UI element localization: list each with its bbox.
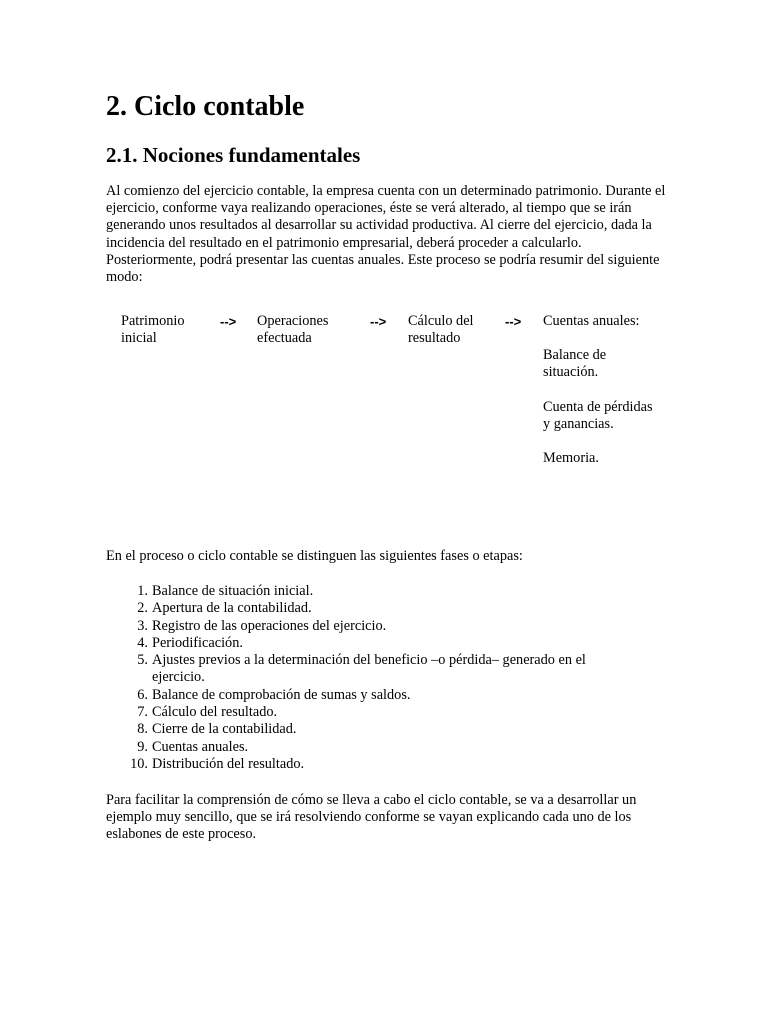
phases-intro: En el proceso o ciclo contable se distinguen las siguientes fases o etapas: xyxy=(106,548,523,564)
phase-item xyxy=(106,583,626,600)
phase-number: 2. xyxy=(137,600,148,617)
phase-item xyxy=(106,652,626,687)
flow-step-cuentas-anuales-label: Cuentas anuales: xyxy=(543,313,640,329)
annual-accounts-list xyxy=(543,347,653,467)
phase-text: Registro de las operaciones del ejercicio. xyxy=(152,617,387,634)
phase-item xyxy=(106,687,626,704)
flow-step-cuentas-anuales xyxy=(543,313,653,467)
phase-item xyxy=(106,618,626,635)
phase-text: Cálculo del resultado. xyxy=(152,704,278,721)
flow-arrow-3: --> xyxy=(505,314,522,329)
phase-text: Apertura de la contabilidad. xyxy=(152,600,312,617)
flow-step-calculo: Cálculo del resultado xyxy=(408,313,474,347)
phase-number: 10. xyxy=(130,755,148,772)
phase-number: 6. xyxy=(137,686,148,703)
phase-item xyxy=(106,635,626,652)
phase-item xyxy=(106,739,626,756)
phase-text: Cuentas anuales. xyxy=(152,738,249,755)
flow-step-patrimonio-inicial: Patrimonio inicial xyxy=(121,313,185,347)
intro-paragraph: Al comienzo del ejercicio contable, la empresa cuenta con un determinado patrimonio. Durante el ejercicio, conforme vaya realizando operaciones, éste se verá alterado, al tiempo que se irán generando unos resultados al desarrollar su actividad productiva. Al cierre del ejercicio, dada la incidencia del resultado en el patrimonio empresarial, deberá proceder a calcularlo. Posteriormente, podrá presentar las cuentas anuales. Este proceso se podría resumir del siguiente modo: xyxy=(106,183,666,286)
phase-item xyxy=(106,704,626,721)
phase-text: Distribución del resultado. xyxy=(152,755,305,772)
phase-number: 5. xyxy=(137,652,148,669)
flow-step-operaciones: Operaciones efectuada xyxy=(257,313,329,347)
flow-arrow-1: --> xyxy=(220,314,237,329)
page-title: 2. Ciclo contable xyxy=(106,91,305,122)
process-flow xyxy=(106,313,666,493)
phase-number: 7. xyxy=(137,704,148,721)
annual-account-item: Memoria. xyxy=(543,450,599,467)
phase-number: 4. xyxy=(137,634,148,651)
phase-text: Periodificación. xyxy=(152,634,243,651)
annual-account-item: Cuenta de pérdidas y ganancias. xyxy=(543,398,653,432)
phase-item xyxy=(106,721,626,738)
phases-list xyxy=(106,583,626,773)
phase-item xyxy=(106,756,626,773)
phase-number: 3. xyxy=(137,617,148,634)
flow-arrow-2: --> xyxy=(370,314,387,329)
annual-account-item: Balance de situación. xyxy=(543,347,607,381)
phase-text: Balance de comprobación de sumas y saldos. xyxy=(152,686,411,703)
section-heading: 2.1. Nociones fundamentales xyxy=(106,143,361,167)
phase-text: Cierre de la contabilidad. xyxy=(152,721,297,738)
phase-number: 8. xyxy=(137,721,148,738)
phase-text: Balance de situación inicial. xyxy=(152,583,314,599)
phase-number: 1. xyxy=(137,583,148,599)
phase-text: Ajustes previos a la determinación del beneficio –o pérdida– generado en el ejercicio. xyxy=(152,652,586,686)
closing-paragraph: Para facilitar la comprensión de cómo se lleva a cabo el ciclo contable, se va a desarrollar un ejemplo muy sencillo, que se irá resolviendo conforme se vayan explicando cada uno de los eslabones de este proceso. xyxy=(106,792,637,843)
phase-number: 9. xyxy=(137,738,148,755)
phase-item xyxy=(106,600,626,617)
